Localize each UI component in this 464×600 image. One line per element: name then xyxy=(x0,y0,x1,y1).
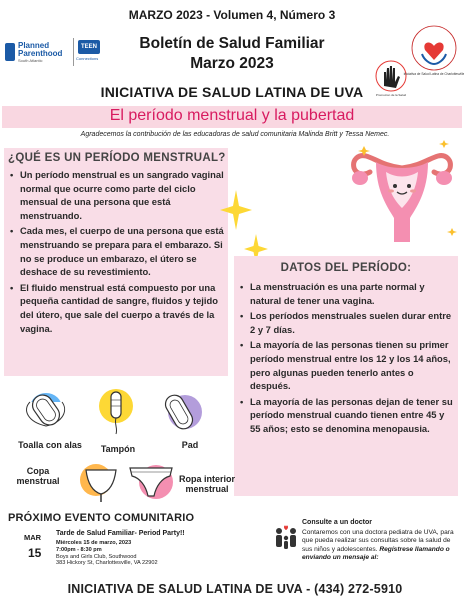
uterus-illustration xyxy=(344,138,460,250)
list-item: • La mayoría de las personas dejan de tener su período menstrual cuando tienen entre 45 y 55 años; esto se denomina menopausia. xyxy=(238,395,454,436)
cup-label-2: menstrual xyxy=(16,476,60,486)
cup-label-1: Copa xyxy=(26,466,50,476)
footer-contact: INICIATIVA DE SALUD LATINA DE UVA - (434) 272-5910 xyxy=(67,582,403,596)
teen-name: TEEN xyxy=(78,40,100,54)
what-is-panel xyxy=(4,148,228,376)
consult-body xyxy=(302,529,460,563)
list-item: • Los períodos menstruales suelen durar entre 2 y 7 días. xyxy=(238,309,454,336)
what-is-list xyxy=(8,168,226,337)
newsletter-title xyxy=(96,34,368,74)
underwear-label-1: Ropa interior xyxy=(178,474,235,484)
consult-text: Contaremos con una doctora pediatra de UVA, para que pueda realizar sus consultas sobre la salud de sus niños y adolescentes. xyxy=(302,529,454,553)
issue-line: MARZO 2023 - Volumen 4, Número 3 xyxy=(128,8,336,22)
planned-parenthood-logo xyxy=(5,42,69,64)
menstrual-cup-icon xyxy=(78,460,124,506)
tampon-label: Tampón xyxy=(100,444,136,454)
event-day: 15 xyxy=(28,546,42,560)
event-title: Tarde de Salud Familiar- Period Party!! xyxy=(56,530,185,537)
consult-heading: Consulte a un doctor xyxy=(302,519,372,526)
event-month: MAR xyxy=(24,533,42,542)
facts-list xyxy=(238,280,454,438)
list-item: • Cada mes, el cuerpo de una persona que está menstruando se prepara para el embarazo. Si no se produce un embarazo, el útero se deshace de su revestimiento. xyxy=(8,224,226,278)
list-item: • El fluido menstrual está compuesto por una pequeña cantidad de sangre, fluidos y tejido del útero, que sale del cuerpo a través de la vagina. xyxy=(8,281,226,335)
cup-label xyxy=(8,466,68,486)
pad-with-wings-icon xyxy=(22,388,70,430)
title-line-2: Marzo 2023 xyxy=(190,55,274,72)
salud-latina-logo-icon xyxy=(403,20,464,78)
list-item: • La menstruación es una parte normal y natural de tener una vagina. xyxy=(238,280,454,307)
pp-sub: South Atlantic xyxy=(18,58,43,63)
pad-wings-label: Toalla con alas xyxy=(18,440,82,450)
facts-panel xyxy=(234,256,458,496)
tampon-icon xyxy=(98,386,134,436)
underwear-label xyxy=(172,474,242,494)
banner-title: El período menstrual y la pubertad xyxy=(109,107,355,124)
pp-name-1: Planned xyxy=(18,41,50,50)
underwear-label-2: menstrual xyxy=(185,484,229,494)
event-date: Miércoles 15 de marzo, 2023 xyxy=(56,540,132,546)
pp-name-2: Parenthood xyxy=(18,49,63,58)
pp-mark-icon xyxy=(5,43,15,61)
event-venue: Boys and Girls Club, Southwood xyxy=(56,554,137,560)
event-details xyxy=(56,530,185,566)
teen-sub: Connections xyxy=(76,56,99,61)
event-time: 7:00pm - 8:30 pm xyxy=(56,547,102,553)
org-name: INICIATIVA DE SALUD LATINA DE UVA xyxy=(100,84,364,100)
what-is-heading: ¿QUÉ ES UN PERÍODO MENSTRUAL? xyxy=(8,152,226,164)
hands-logo-icon xyxy=(372,58,410,98)
list-item: • Un período menstrual es un sangrado vaginal normal que ocurre como parte del ciclo mensual de una persona que está menstruando. xyxy=(8,168,226,222)
event-address: 383 Hickory St, Charlottesville, VA 22902 xyxy=(56,560,158,566)
pad-label: Pad xyxy=(181,440,199,450)
svg-text:Promocion de la Salud: Promocion de la Salud xyxy=(375,93,407,97)
period-underwear-icon xyxy=(126,460,176,504)
facts-heading: DATOS DEL PERÍODO: xyxy=(280,262,412,274)
list-item: • La mayoría de las personas tienen su primer período menstrual entre los 12 y los 14 años, pero algunas pueden tenerlo antes o después. xyxy=(238,338,454,392)
acknowledgement: Agradecemos la contribución de las educadoras de salud comunitaria Malinda Britt y Tessa Nemec. xyxy=(80,131,390,138)
consult-register: Regístrese llamando o enviando un mensaje al: xyxy=(302,545,450,562)
family-icon xyxy=(272,524,300,552)
event-heading: PRÓXIMO EVENTO COMUNITARIO xyxy=(8,512,195,524)
title-banner xyxy=(2,106,462,128)
svg-text:Iniciativa de Salud Latina de: Iniciativa de Salud Latina de Charlottesville xyxy=(403,72,464,76)
title-line-1: Boletín de Salud Familiar xyxy=(139,35,325,52)
pad-icon xyxy=(158,390,204,434)
